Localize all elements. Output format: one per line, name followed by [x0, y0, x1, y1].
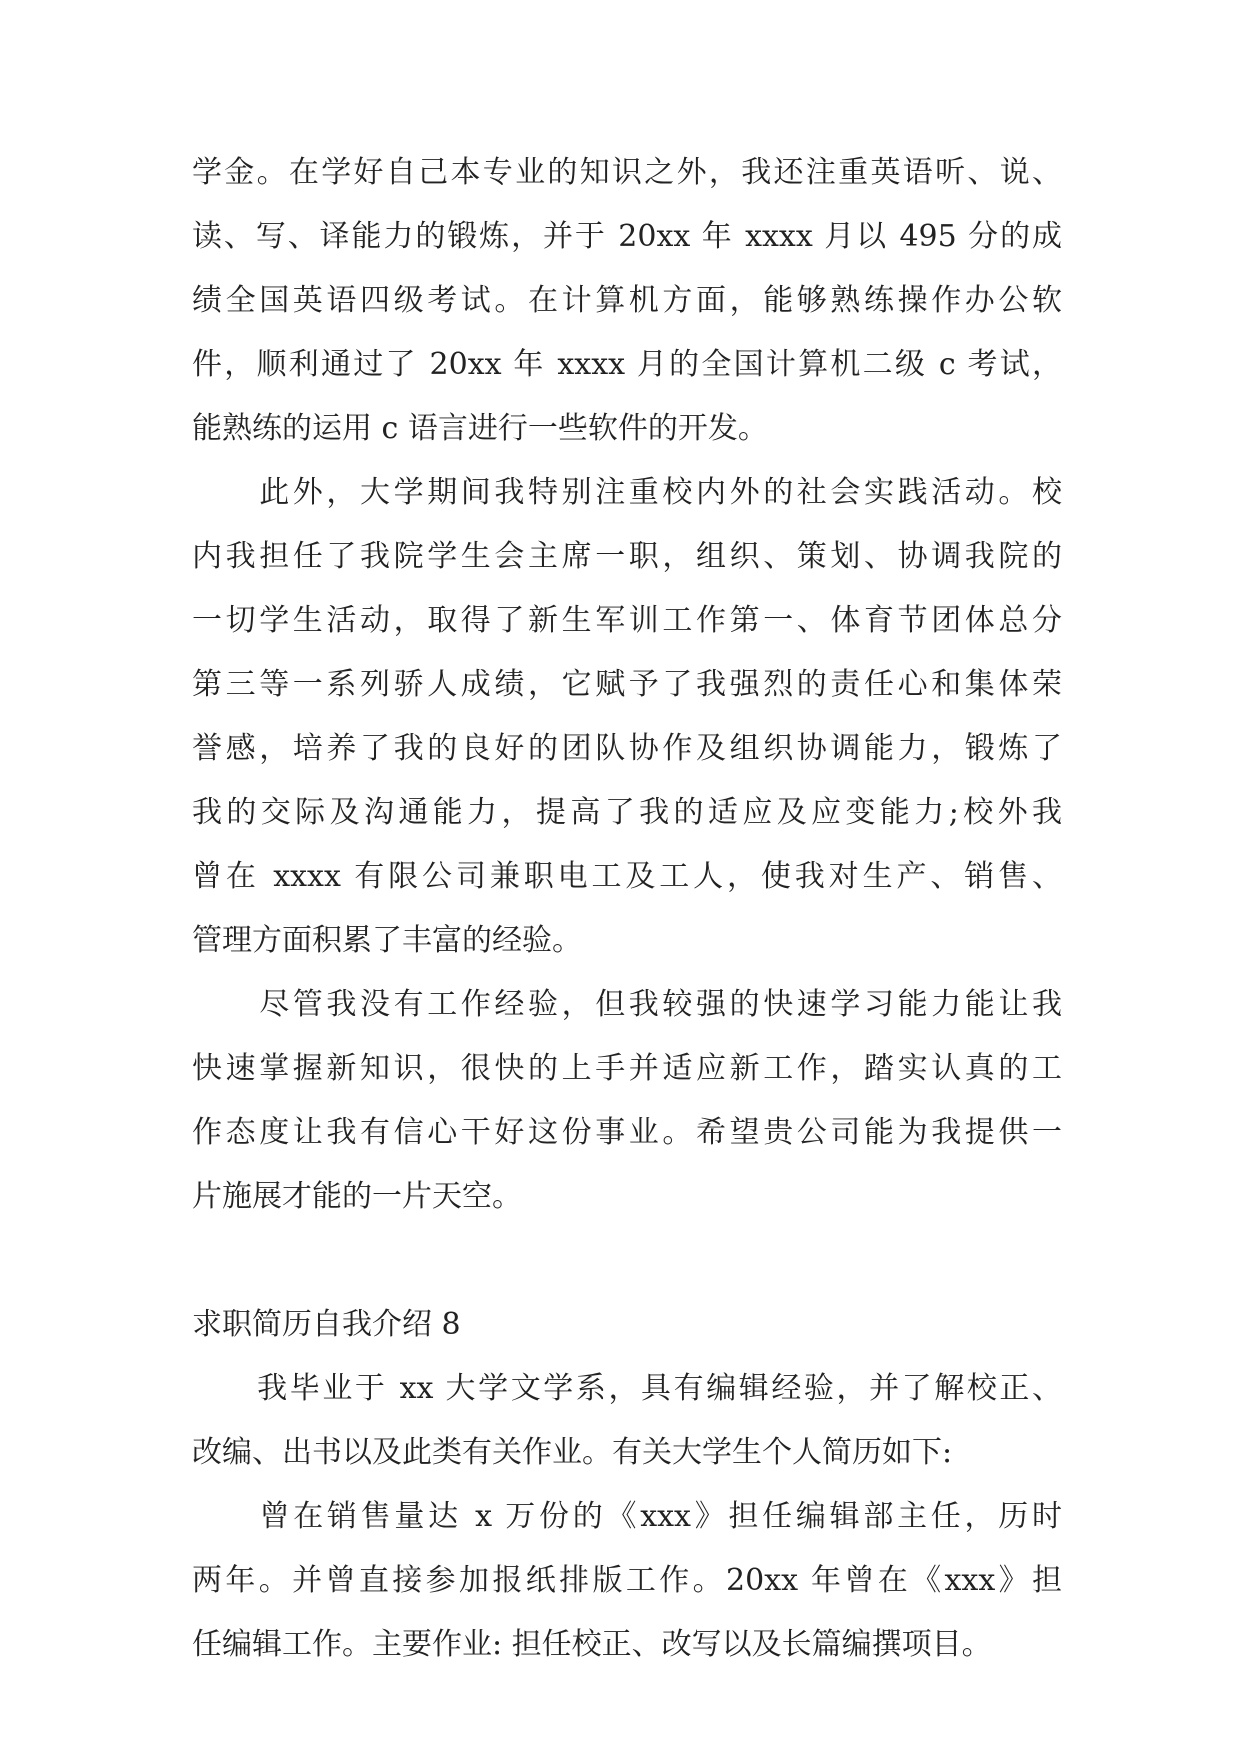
text-line: 任编辑工作。主要作业: 担任校正、改写以及长篇编撰项目。	[192, 1627, 992, 1662]
text-line: 第三等一系列骄人成绩，它赋予了我强烈的责任心和集体荣	[192, 667, 1062, 702]
text-line: 件，顺利通过了 20xx 年 xxxx 月的全国计算机二级 c 考试，	[192, 347, 1062, 382]
paragraph-activities	[192, 461, 1062, 973]
text-line: 两年。并曾直接参加报纸排版工作。20xx 年曾在《xxx》担	[192, 1563, 1062, 1598]
text-line: 誉感，培养了我的良好的团队协作及组织协调能力，锻炼了	[192, 731, 1062, 766]
paragraph-intro	[192, 1357, 1062, 1485]
section-heading: 求职简历自我介绍 8	[192, 1307, 461, 1342]
text-line: 读、写、译能力的锻炼，并于 20xx 年 xxxx 月以 495 分的成	[192, 219, 1062, 254]
text-line: 尽管我没有工作经验，但我较强的快速学习能力能让我	[192, 987, 1062, 1022]
text-line: 快速掌握新知识，很快的上手并适应新工作，踏实认真的工	[192, 1051, 1062, 1086]
text-line: 绩全国英语四级考试。在计算机方面，能够熟练操作办公软	[192, 283, 1062, 318]
text-line: 曾在 xxxx 有限公司兼职电工及工人，使我对生产、销售、	[192, 859, 1062, 894]
text-line: 我毕业于 xx 大学文学系，具有编辑经验，并了解校正、	[192, 1371, 1062, 1406]
text-line: 学金。在学好自己本专业的知识之外，我还注重英语听、说、	[192, 155, 1062, 190]
text-line: 一切学生活动，取得了新生军训工作第一、体育节团体总分	[192, 603, 1062, 638]
paragraph-study	[192, 141, 1062, 461]
text-line: 能熟练的运用 c 语言进行一些软件的开发。	[192, 411, 768, 446]
text-line: 片施展才能的一片天空。	[192, 1179, 522, 1214]
text-line: 作态度让我有信心干好这份事业。希望贵公司能为我提供一	[192, 1115, 1062, 1150]
paragraph-summary	[192, 973, 1062, 1229]
paragraph-experience	[192, 1485, 1062, 1677]
text-line: 改编、出书以及此类有关作业。有关大学生个人简历如下:	[192, 1435, 953, 1470]
document-body	[192, 141, 1062, 1677]
text-line: 内我担任了我院学生会主席一职，组织、策划、协调我院的	[192, 539, 1062, 574]
text-line: 此外，大学期间我特别注重校内外的社会实践活动。校	[192, 475, 1062, 510]
text-line: 曾在销售量达 x 万份的《xxx》担任编辑部主任，历时	[192, 1499, 1062, 1534]
text-line: 管理方面积累了丰富的经验。	[192, 923, 582, 958]
text-line: 我的交际及沟通能力，提高了我的适应及应变能力;校外我	[192, 795, 1062, 830]
